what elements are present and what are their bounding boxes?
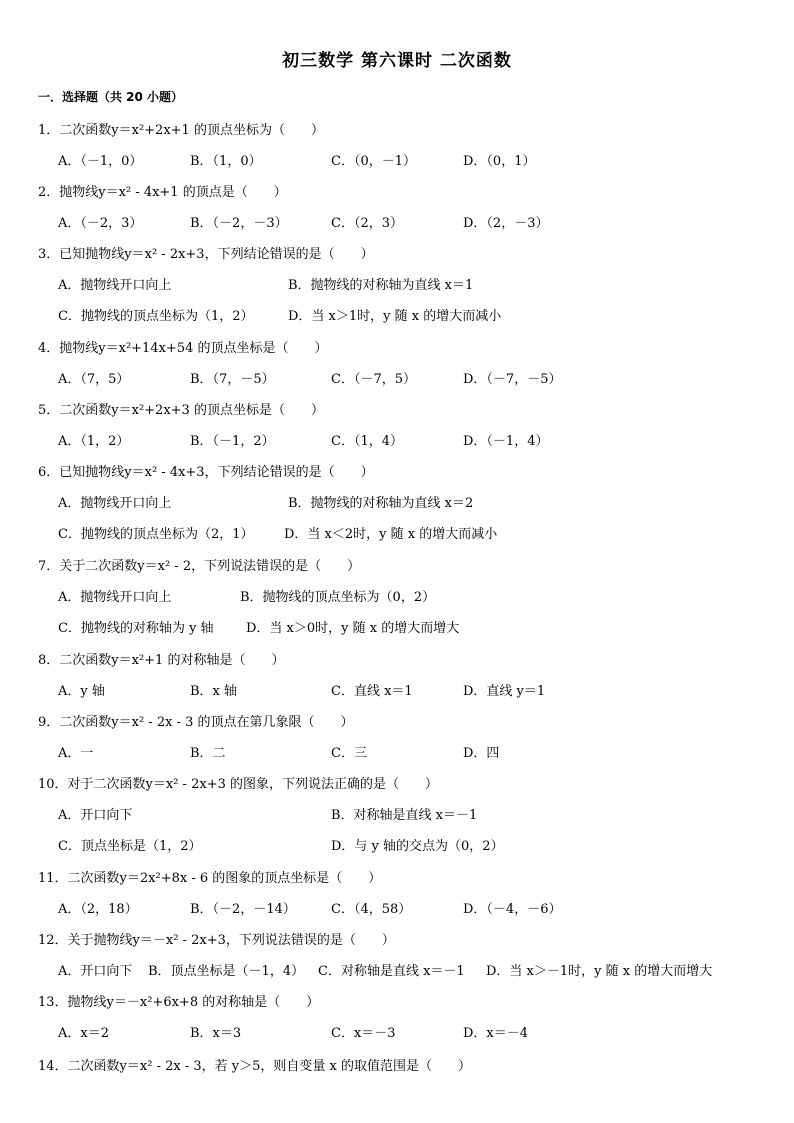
question-7-options-row1: [58, 586, 758, 606]
question-3-option-c: C．抛物线的顶点坐标为（1，2）: [58, 309, 254, 324]
question-9-option-a: A．一: [58, 746, 94, 761]
question-12-option-c: C．对称轴是直线 x＝－1: [318, 964, 465, 979]
question-4-options: [58, 368, 758, 388]
question-8-option-d: D．直线 y＝1: [463, 684, 546, 699]
question-7-stem: 7．关于二次函数y＝x² - 2，下列说法错误的是（ ）: [38, 559, 361, 574]
question-2-option-b: B．（－2，－3）: [190, 216, 288, 231]
question-6-stem: 6．已知抛物线y＝x² - 4x+3，下列结论错误的是（ ）: [38, 465, 374, 480]
question-9-option-c: C．三: [331, 746, 367, 761]
question-11-stem: 11．二次函数y＝2x²+8x - 6 的图象的顶点坐标是（ ）: [38, 871, 382, 886]
question-7-option-a: A．抛物线开口向上: [58, 590, 172, 605]
question-9-options: [58, 742, 758, 762]
question-7-option-d: D．当 x＞0时，y 随 x 的增大而增大: [246, 621, 460, 636]
question-2-option-a: A．（－2，3）: [58, 216, 143, 231]
question-13-option-a: A．x＝2: [58, 1026, 109, 1041]
question-10-option-d: D．与 y 轴的交点为（0，2）: [331, 839, 504, 854]
question-5-option-d: D．（－1，4）: [463, 434, 549, 449]
question-4-option-c: C．（－7，5）: [331, 372, 416, 387]
question-4-option-b: B．（7，－5）: [190, 372, 275, 387]
question-1-stem: 1．二次函数y＝x²+2x+1 的顶点坐标为（ ）: [38, 123, 324, 138]
question-4-option-a: A．（7，5）: [58, 372, 130, 387]
question-11-option-b: B．（－2，－14）: [190, 902, 296, 917]
question-13-option-d: D．x＝－4: [463, 1026, 529, 1041]
question-13-options: [58, 1022, 758, 1042]
question-3-option-b: B．抛物线的对称轴为直线 x＝1: [288, 278, 474, 293]
question-4-stem: 4．抛物线y＝x²+14x+54 的顶点坐标是（ ）: [38, 341, 328, 356]
question-3-stem: 3．已知抛物线y＝x² - 2x+3，下列结论错误的是（ ）: [38, 247, 374, 262]
question-6-option-d: D．当 x＜2时，y 随 x 的增大而减小: [284, 527, 498, 542]
question-8-option-c: C．直线 x＝1: [331, 684, 413, 699]
question-9-option-d: D．四: [463, 746, 500, 761]
question-5-option-b: B．（－1，2）: [190, 434, 275, 449]
question-1-option-c: C．（0，－1）: [331, 154, 416, 169]
question-13-option-c: C．x＝－3: [331, 1026, 396, 1041]
question-1-option-a: A．（－1，0）: [58, 154, 143, 169]
page-title: 初三数学 第六课时 二次函数: [282, 51, 512, 71]
question-9-stem: 9．二次函数y＝x² - 2x - 3 的顶点在第几象限（ ）: [38, 715, 354, 730]
question-5-stem: 5．二次函数y＝x²+2x+3 的顶点坐标是（ ）: [38, 403, 324, 418]
question-6-options-row2: [58, 523, 758, 543]
question-12-option-a: A．开口向下: [58, 964, 133, 979]
question-10-option-b: B．对称轴是直线 x＝－1: [331, 808, 478, 823]
question-1-options: [58, 150, 758, 170]
question-6-option-b: B．抛物线的对称轴为直线 x＝2: [288, 496, 474, 511]
question-11-options: [58, 898, 758, 918]
question-8-option-a: A．y 轴: [58, 684, 105, 699]
question-9-option-b: B．二: [190, 746, 226, 761]
question-11-option-c: C．（4，58）: [331, 902, 412, 917]
question-13-stem: 13．抛物线y＝－x²+6x+8 的对称轴是（ ）: [38, 995, 320, 1010]
question-6-options-row1: [58, 492, 758, 512]
question-2-options: [58, 212, 758, 232]
question-7-option-c: C．抛物线的对称轴为 y 轴: [58, 621, 214, 636]
question-11-option-a: A．（2，18）: [58, 902, 138, 917]
question-2-option-d: D．（2，－3）: [463, 216, 549, 231]
question-8-stem: 8．二次函数y＝x²+1 的对称轴是（ ）: [38, 653, 285, 668]
question-13-option-b: B．x＝3: [190, 1026, 242, 1041]
question-10-stem: 10．对于二次函数y＝x² - 2x+3 的图象，下列说法正确的是（ ）: [38, 777, 438, 792]
question-5-options: [58, 430, 758, 450]
question-7-options-row2: [58, 617, 758, 637]
question-3-options-row2: [58, 305, 758, 325]
question-10-option-a: A．开口向下: [58, 808, 133, 823]
question-11-option-d: D．（－4，－6）: [463, 902, 562, 917]
question-3-option-d: D．当 x＞1时，y 随 x 的增大而减小: [288, 309, 502, 324]
question-12-option-b: B．顶点坐标是（－1，4）: [148, 964, 305, 979]
question-10-options-row2: [58, 835, 758, 855]
question-8-option-b: B．x 轴: [190, 684, 238, 699]
question-6-option-a: A．抛物线开口向上: [58, 496, 172, 511]
section-heading: 一．选择题（共 20 小题）: [38, 90, 184, 104]
question-8-options: [58, 680, 758, 700]
question-3-options-row1: [58, 274, 758, 294]
question-2-option-c: C．（2，3）: [331, 216, 403, 231]
question-4-option-d: D．（－7，－5）: [463, 372, 562, 387]
question-12-options: [58, 960, 758, 980]
question-5-option-a: A．（1，2）: [58, 434, 130, 449]
question-2-stem: 2．抛物线y＝x² - 4x+1 的顶点是（ ）: [38, 185, 287, 200]
question-10-options-row1: [58, 804, 758, 824]
question-12-option-d: D．当 x＞－1时，y 随 x 的增大而增大: [486, 964, 713, 979]
question-1-option-d: D．（0，1）: [463, 154, 536, 169]
question-3-option-a: A．抛物线开口向上: [58, 278, 172, 293]
question-7-option-b: B．抛物线的顶点坐标为（0，2）: [240, 590, 436, 605]
question-1-option-b: B．（1，0）: [190, 154, 262, 169]
question-6-option-c: C．抛物线的顶点坐标为（2，1）: [58, 527, 254, 542]
question-10-option-c: C．顶点坐标是（1，2）: [58, 839, 202, 854]
question-5-option-c: C．（1，4）: [331, 434, 403, 449]
question-12-stem: 12．关于抛物线y＝－x² - 2x+3，下列说法错误的是（ ）: [38, 933, 395, 948]
question-14-stem: 14．二次函数y＝x² - 2x - 3，若 y＞5，则自变量 x 的取值范围是（ ）: [38, 1059, 471, 1074]
